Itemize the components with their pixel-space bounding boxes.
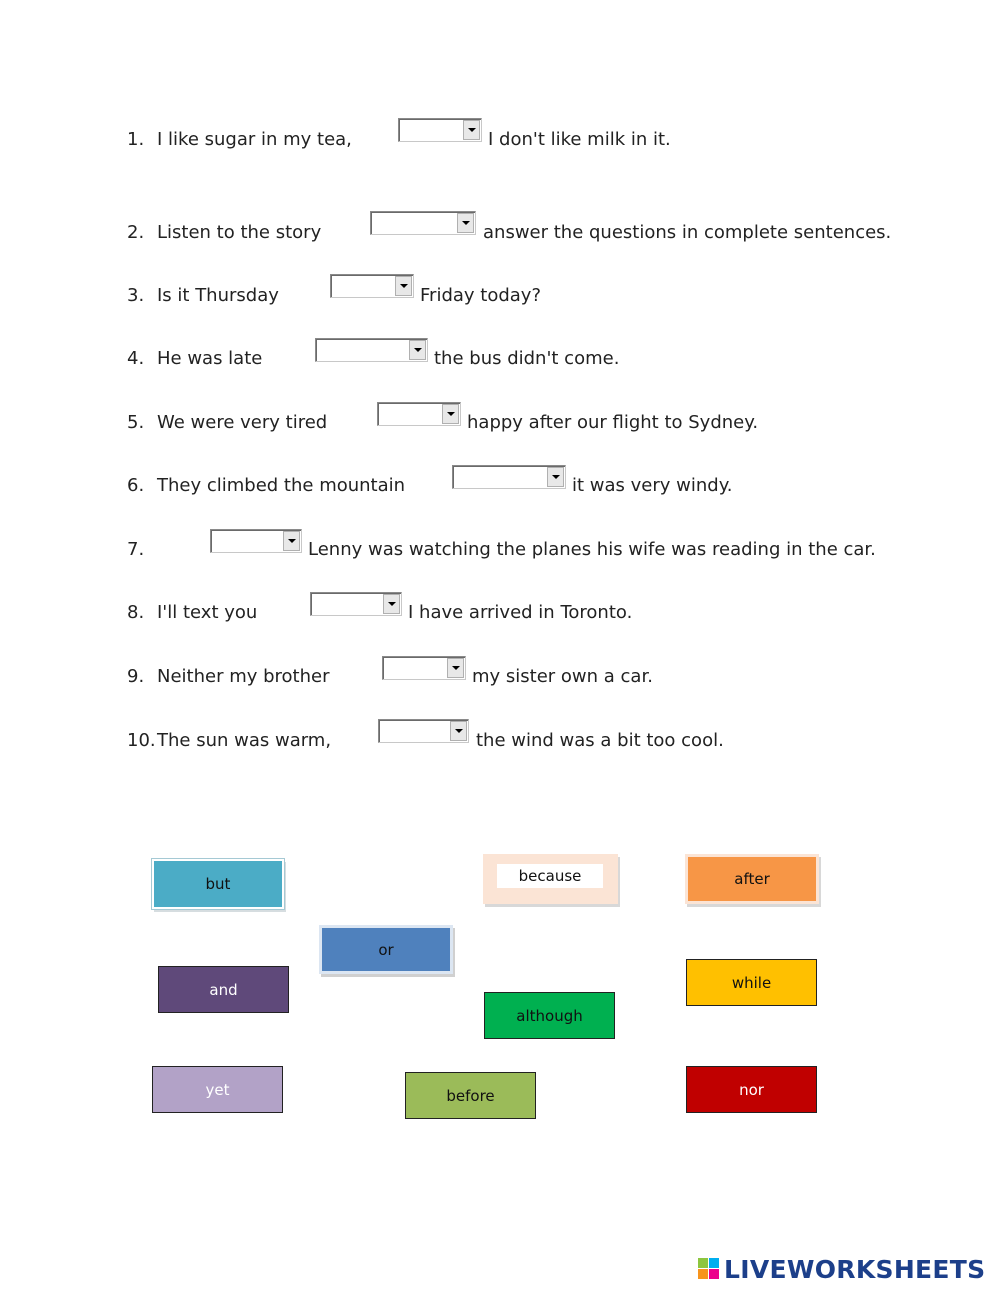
question-8: 8. (127, 602, 145, 623)
question-3-after: Friday today? (420, 285, 542, 306)
answer-dropdown-7[interactable] (210, 529, 302, 553)
question-3-text: Is it Thursday (157, 285, 279, 306)
question-10-after: the wind was a bit too cool. (476, 730, 724, 751)
liveworksheets-logo (698, 1254, 985, 1284)
word-tile-but[interactable]: but (152, 859, 284, 909)
word-tile-before[interactable]: before (405, 1072, 536, 1119)
question-2: 2. (127, 222, 145, 243)
chevron-down-icon[interactable] (283, 531, 300, 551)
chevron-down-icon[interactable] (442, 404, 459, 424)
question-2-after: answer the questions in complete sentences. (483, 222, 892, 243)
question-4-after: the bus didn't come. (434, 348, 620, 369)
chevron-down-icon[interactable] (547, 467, 564, 487)
question-8-text: I'll text you (157, 602, 258, 623)
question-7-after: Lenny was watching the planes his wife was reading in the car. (308, 539, 876, 560)
answer-dropdown-4[interactable] (315, 338, 428, 362)
word-tile-after[interactable]: after (685, 854, 819, 904)
liveworksheets-logo-icon (698, 1258, 720, 1280)
word-tile-and[interactable]: and (158, 966, 289, 1013)
question-7: 7. (127, 539, 145, 560)
answer-dropdown-1[interactable] (398, 118, 482, 142)
chevron-down-icon[interactable] (463, 120, 480, 140)
word-tile-because[interactable]: because (497, 864, 603, 888)
word-tile-yet[interactable]: yet (152, 1066, 283, 1113)
question-9: 9. (127, 666, 145, 687)
chevron-down-icon[interactable] (409, 340, 426, 360)
question-5: 5. (127, 412, 145, 433)
question-6: 6. (127, 475, 145, 496)
question-9-after: my sister own a car. (472, 666, 653, 687)
answer-dropdown-3[interactable] (330, 274, 414, 298)
question-number: 1. (127, 129, 145, 150)
chevron-down-icon[interactable] (383, 594, 400, 614)
chevron-down-icon[interactable] (450, 721, 467, 741)
question-6-text: They climbed the mountain (157, 475, 406, 496)
word-tile-or[interactable]: or (319, 925, 453, 974)
answer-dropdown-6[interactable] (452, 465, 566, 489)
chevron-down-icon[interactable] (447, 658, 464, 678)
answer-dropdown-10[interactable] (378, 719, 469, 743)
question-2-text: Listen to the story (157, 222, 322, 243)
question-1-after: I don't like milk in it. (488, 129, 671, 150)
question-10-text: The sun was warm, (157, 730, 332, 751)
question-4: 4. (127, 348, 145, 369)
answer-dropdown-9[interactable] (382, 656, 466, 680)
question-3: 3. (127, 285, 145, 306)
question-8-after: I have arrived in Toronto. (408, 602, 633, 623)
word-tile-although[interactable]: although (484, 992, 615, 1039)
word-tile-nor[interactable]: nor (686, 1066, 817, 1113)
question-1-text: I like sugar in my tea, (157, 129, 352, 150)
word-tile-while[interactable]: while (686, 959, 817, 1006)
question-10: 10. (127, 730, 156, 751)
question-5-text: We were very tired (157, 412, 328, 433)
question-1 (127, 128, 144, 152)
answer-dropdown-2[interactable] (370, 211, 476, 235)
question-6-after: it was very windy. (572, 475, 733, 496)
chevron-down-icon[interactable] (457, 213, 474, 233)
question-5-after: happy after our flight to Sydney. (467, 412, 759, 433)
answer-dropdown-5[interactable] (377, 402, 461, 426)
question-9-text: Neither my brother (157, 666, 330, 687)
liveworksheets-wordmark: LIVEWORKSHEETS (724, 1254, 986, 1284)
chevron-down-icon[interactable] (395, 276, 412, 296)
question-4-text: He was late (157, 348, 263, 369)
answer-dropdown-8[interactable] (310, 592, 402, 616)
